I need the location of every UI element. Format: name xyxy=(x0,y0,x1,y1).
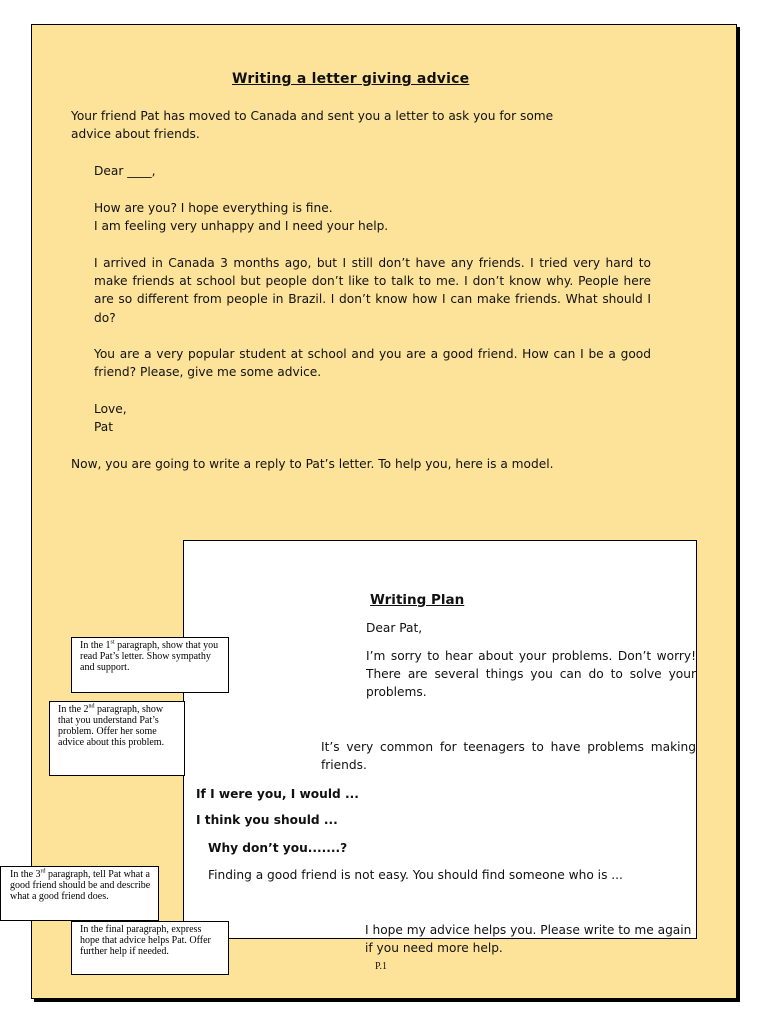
advice-phrase-1: If I were you, I would ... xyxy=(196,787,359,801)
plan-paragraph-2: It’s very common for teenagers to have problems making friends. xyxy=(321,740,696,773)
letter-line-1: How are you? I hope everything is fine. xyxy=(94,201,333,215)
intro-text: Your friend Pat has moved to Canada and sent you a letter to ask you for some advice about friends. xyxy=(71,109,554,142)
plan-paragraph-4: I hope my advice helps you. Please write to me again if you need more help. xyxy=(365,923,692,956)
letter-greeting: Dear ____, xyxy=(94,164,156,178)
note-first-paragraph: In the 1st paragraph, show that you read Pat’s letter. Show sympathy and support. xyxy=(71,637,229,693)
letter-paragraph-2: I arrived in Canada 3 months ago, but I still don’t have any friends. I tried very hard to make friends at school but people don’t like to talk to me. I don’t know why. People here are so different from people in Brazil. I don’t know how I can make friends. What should I do? xyxy=(94,256,651,325)
page-number: P.1 xyxy=(375,961,387,972)
advice-phrase-2: I think you should ... xyxy=(196,813,338,827)
instruction-text: Now, you are going to write a reply to Pat’s letter. To help you, here is a model. xyxy=(71,457,554,471)
advice-phrase-3: Why don’t you.......? xyxy=(208,841,348,855)
plan-greeting: Dear Pat, xyxy=(366,621,423,635)
plan-paragraph-1: I’m sorry to hear about your problems. Don’t worry! There are several things you can do to solve your problems. xyxy=(366,649,696,700)
writing-plan-title: Writing Plan xyxy=(370,592,465,608)
letter-line-2: I am feeling very unhappy and I need your help. xyxy=(94,219,389,233)
letter-closing: Love, xyxy=(94,402,127,416)
note-final-paragraph: In the final paragraph, express hope that advice helps Pat. Offer further help if needed. xyxy=(71,921,229,975)
letter-signature: Pat xyxy=(94,420,114,434)
note-second-paragraph: In the 2nd paragraph, show that you understand Pat’s problem. Offer her some advice about this problem. xyxy=(49,701,185,776)
worksheet-title: Writing a letter giving advice xyxy=(232,71,470,87)
plan-paragraph-3: Finding a good friend is not easy. You should find someone who is ... xyxy=(208,868,623,882)
letter-paragraph-3: You are a very popular student at school and you are a good friend. How can I be a good friend? Please, give me some advice. xyxy=(94,347,651,380)
note-third-paragraph: In the 3rd paragraph, tell Pat what a good friend should be and describe what a good friend does. xyxy=(0,866,159,921)
